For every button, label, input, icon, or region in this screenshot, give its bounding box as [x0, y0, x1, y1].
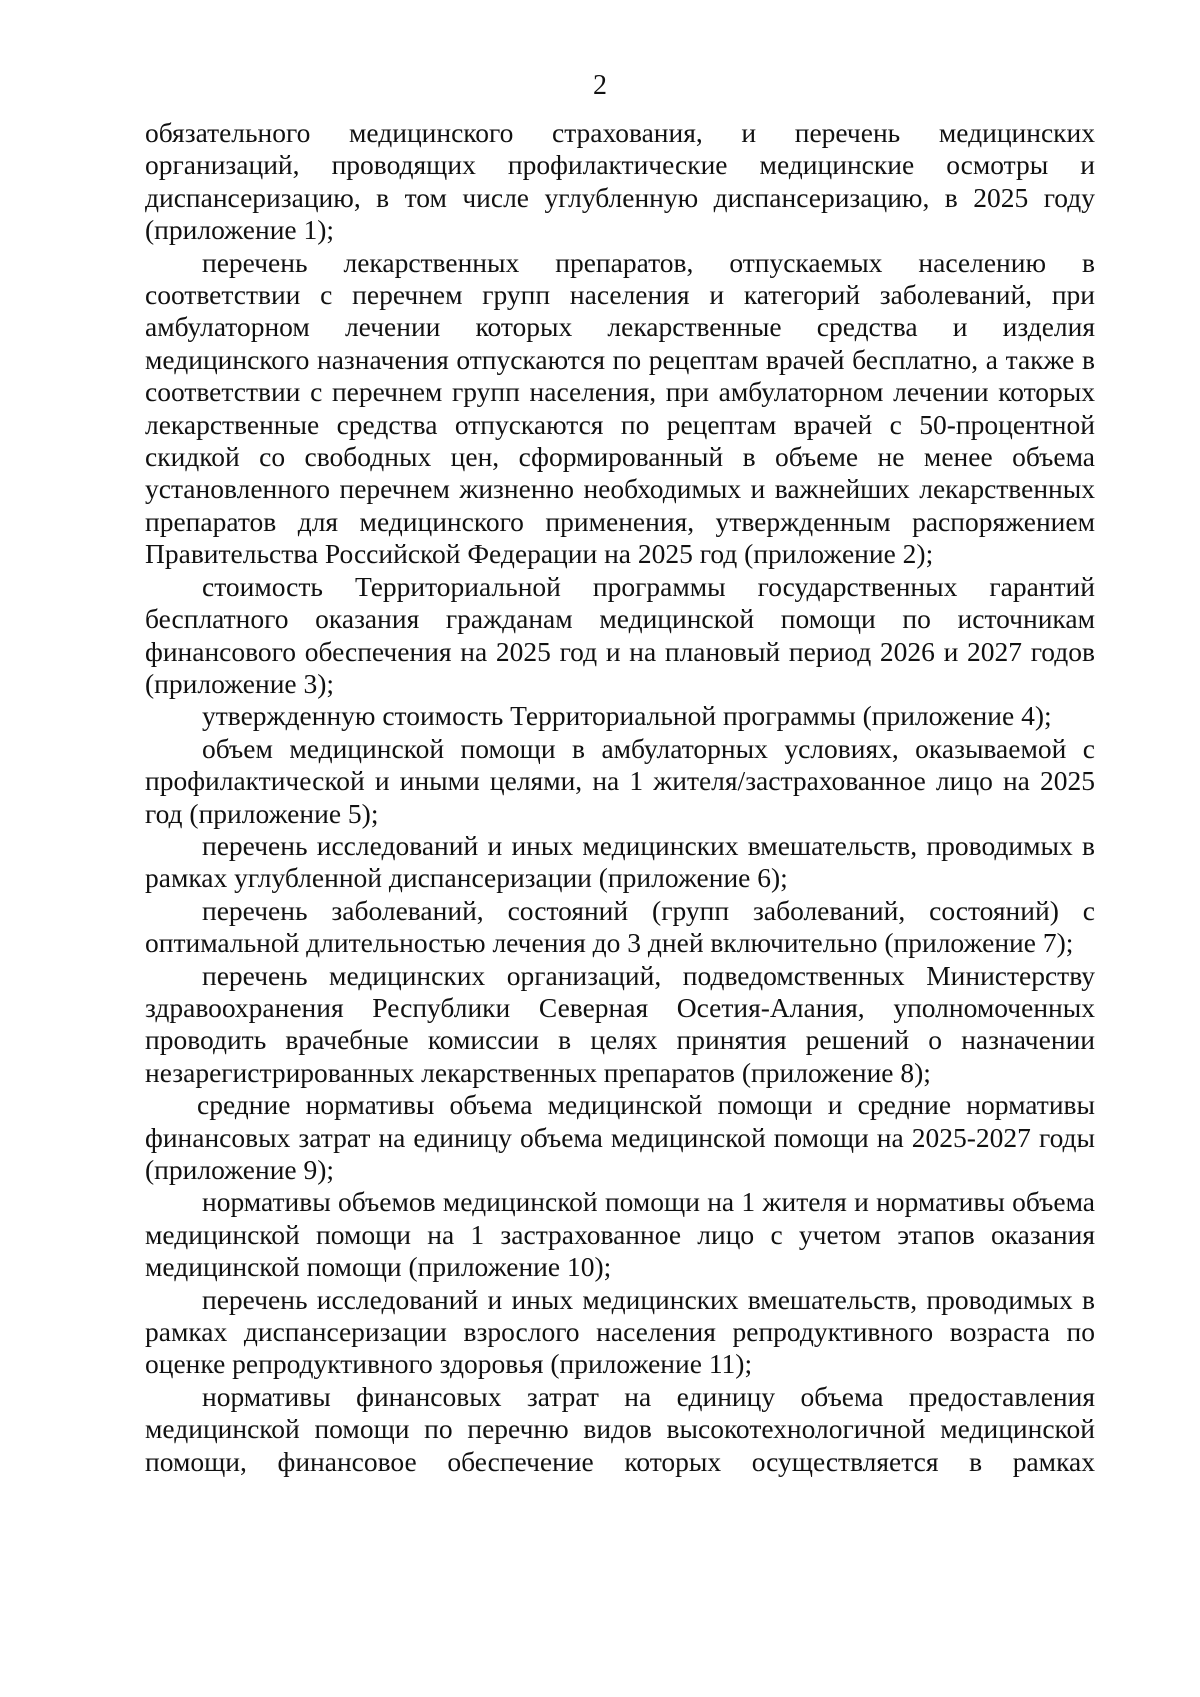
- paragraph-1: обязательного медицинского страхования, и перечень медицинских организаций, проводящих профилактические медицинские осмотры и диспансеризацию, в том числе углубленную диспансеризацию, в 2025 году (приложение 1);: [145, 117, 1095, 246]
- document-body: [145, 117, 1095, 1478]
- paragraph-7: перечень заболеваний, состояний (групп заболеваний, состояний) с оптимальной длительностью лечения до 3 дней включительно (приложение 7);: [145, 894, 1095, 959]
- paragraph-6: перечень исследований и иных медицинских вмешательств, проводимых в рамках углубленной диспансеризации (приложение 6);: [145, 829, 1095, 894]
- page-number: 2: [593, 70, 607, 101]
- paragraph-11: перечень исследований и иных медицинских вмешательств, проводимых в рамках диспансеризации взрослого населения репродуктивного возраста по оценке репродуктивного здоровья (приложение 11);: [145, 1283, 1095, 1380]
- paragraph-10: нормативы объемов медицинской помощи на 1 жителя и нормативы объема медицинской помощи на 1 застрахованное лицо с учетом этапов оказания медицинской помощи (приложение 10);: [145, 1186, 1095, 1283]
- paragraph-8: перечень медицинских организаций, подведомственных Министерству здравоохранения Республики Северная Осетия-Алания, уполномоченных проводить врачебные комиссии в целях принятия решений о назначении незарегистрированных лекарственных препаратов (приложение 8);: [145, 959, 1095, 1088]
- paragraph-9: средние нормативы объема медицинской помощи и средние нормативы финансовых затрат на единицу объема медицинской помощи на 2025-2027 годы (приложение 9);: [145, 1089, 1095, 1185]
- paragraph-3: стоимость Территориальной программы государственных гарантий бесплатного оказания гражданам медицинской помощи по источникам финансового обеспечения на 2025 год и на плановый период 2026 и 2027 годов (приложение 3);: [145, 570, 1095, 699]
- paragraph-4: утвержденную стоимость Территориальной программы (приложение 4);: [202, 700, 1052, 732]
- paragraph-12: нормативы финансовых затрат на единицу объема предоставления медицинской помощи по перечню видов высокотехнологичной медицинской помощи, финансовое обеспечение которых осуществляется в рамках: [145, 1380, 1095, 1477]
- paragraph-2: перечень лекарственных препаратов, отпускаемых населению в соответствии с перечнем групп населения и категорий заболеваний, при амбулаторном лечении которых лекарственные средства и изделия медицинского назначения отпускаются по рецептам врачей бесплатно, а также в соответствии с перечнем групп населения, при амбулаторном лечении которых лекарственные средства отпускаются по рецептам врачей с 50-процентной скидкой со свободных цен, сформированный в объеме не менее объема установленного перечнем жизненно необходимых и важнейших лекарственных препаратов для медицинского применения, утвержденным распоряжением Правительства Российской Федерации на 2025 год (приложение 2);: [145, 246, 1095, 570]
- paragraph-5: объем медицинской помощи в амбулаторных условиях, оказываемой с профилактической и иными целями, на 1 жителя/застрахованное лицо на 2025 год (приложение 5);: [145, 732, 1095, 829]
